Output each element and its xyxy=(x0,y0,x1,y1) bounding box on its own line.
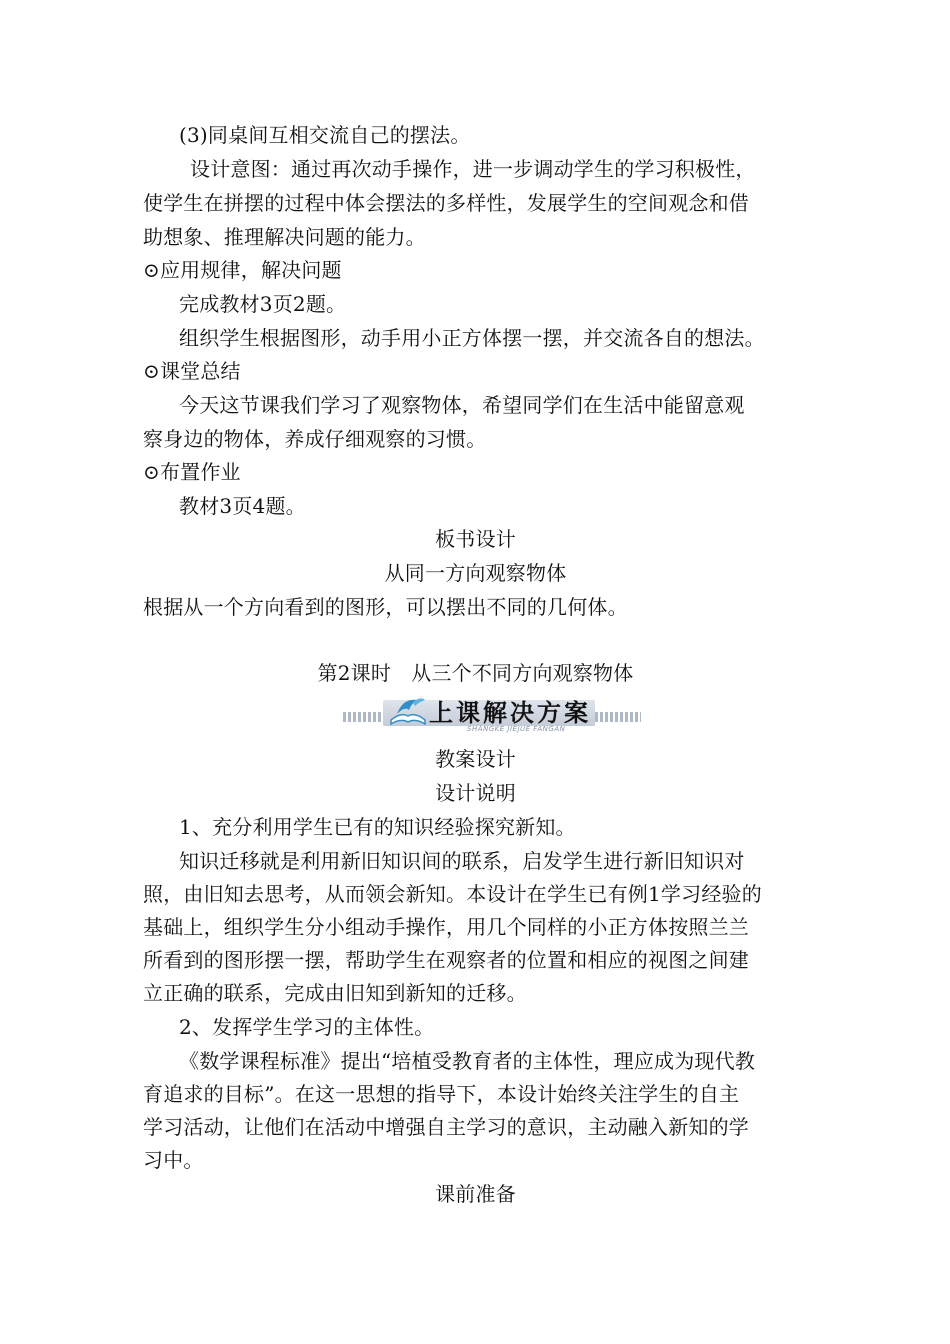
step-3-text: (3)同桌间互相交流自己的摆法。 xyxy=(179,123,471,147)
note-2-line-4: 习中。 xyxy=(143,1148,204,1172)
board-design-content: 根据从一个方向看到的图形，可以摆出不同的几何体。 xyxy=(143,595,628,619)
lesson-solution-banner xyxy=(343,694,641,736)
board-design-title: 从同一方向观察物体 xyxy=(384,561,567,585)
note-2-heading: 2、发挥学生学习的主体性。 xyxy=(179,1015,435,1039)
note-2-line-1: 《数学课程标准》提出“培植受教育者的主体性，理应成为现代教 xyxy=(179,1049,756,1073)
note-1-line-3: 基础上，组织学生分小组动手操作，用几个同样的小正方体按照兰兰 xyxy=(143,915,749,939)
section-heading-homework: ⊙布置作业 xyxy=(143,460,241,484)
section-heading-apply-rules: ⊙应用规律，解决问题 xyxy=(143,258,342,282)
design-intent-line-1: 设计意图：通过再次动手操作，进一步调动学生的学习积极性， xyxy=(190,157,756,181)
bird-book-icon xyxy=(387,694,429,728)
homework-task: 教材3页4题。 xyxy=(179,494,306,518)
banner-dash-right xyxy=(595,712,641,722)
preparation-heading: 课前准备 xyxy=(435,1182,516,1206)
note-1-line-1: 知识迁移就是利用新旧知识间的联系，启发学生进行新旧知识对 xyxy=(179,849,745,873)
design-notes-heading: 设计说明 xyxy=(435,781,516,805)
design-intent-line-3: 助想象、推理解决问题的能力。 xyxy=(143,225,426,249)
summary-line-2: 察身边的物体，养成仔细观察的习惯。 xyxy=(143,427,487,451)
apply-rules-task: 完成教材3页2题。 xyxy=(179,292,347,316)
lesson-plan-heading: 教案设计 xyxy=(435,747,516,771)
banner-pinyin: SHANGKE JIEJUE FANGAN xyxy=(467,725,566,733)
note-1-line-2: 照，由旧知去思考，从而领会新知。本设计在学生已有例1学习经验的 xyxy=(143,882,762,906)
banner-dash-left xyxy=(343,712,383,722)
section-heading-summary: ⊙课堂总结 xyxy=(143,359,241,383)
design-intent-line-2: 使学生在拼摆的过程中体会摆法的多样性，发展学生的空间观念和借 xyxy=(143,191,749,215)
note-2-line-2: 育追求的目标”。在这一思想的指导下，本设计始终关注学生的自主 xyxy=(143,1082,740,1106)
board-design-heading: 板书设计 xyxy=(435,527,516,551)
note-1-heading: 1、充分利用学生已有的知识经验探究新知。 xyxy=(179,815,576,839)
summary-line-1: 今天这节课我们学习了观察物体，希望同学们在生活中能留意观 xyxy=(179,393,745,417)
lesson-2-title: 第2课时 从三个不同方向观察物体 xyxy=(317,661,634,685)
note-1-line-4: 所看到的图形摆一摆，帮助学生在观察者的位置和相应的视图之间建 xyxy=(143,948,749,972)
note-2-line-3: 学习活动，让他们在活动中增强自主学习的意识，主动融入新知的学 xyxy=(143,1115,749,1139)
apply-rules-instruction: 组织学生根据图形，动手用小正方体摆一摆，并交流各自的想法。 xyxy=(179,326,765,350)
banner-title: 上课解决方案 xyxy=(429,699,591,727)
note-1-line-5: 立正确的联系，完成由旧知到新知的迁移。 xyxy=(143,981,527,1005)
